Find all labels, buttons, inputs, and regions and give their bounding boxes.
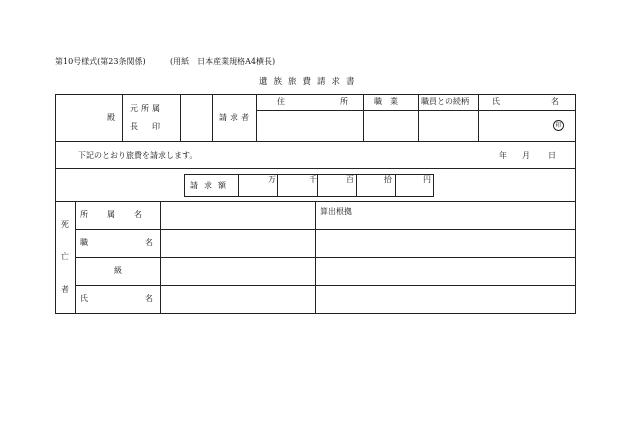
date-day-label: 日: [548, 151, 556, 160]
date-year-label: 年: [499, 151, 507, 160]
deceased-name-field[interactable]: [161, 286, 315, 313]
deceased-grade-field[interactable]: [161, 258, 315, 285]
row-grade-label: 級: [114, 266, 122, 275]
deceased-side-char-2: 亡: [61, 252, 69, 261]
request-statement: 下記のとおり旅費を請求します。: [78, 151, 198, 160]
deceased-side-char-1: 死: [61, 220, 69, 229]
deceased-org-field[interactable]: [161, 202, 315, 229]
occupation-field[interactable]: [364, 111, 418, 141]
amount-unit-hyaku: 百: [346, 175, 354, 184]
calculation-basis-label: 算出根拠: [320, 207, 352, 216]
claimant-label: 請求者: [219, 113, 252, 122]
address-label-end: 所: [340, 97, 348, 106]
amount-label: 請求額: [190, 181, 232, 190]
row-name-label: 氏名: [80, 294, 210, 303]
name-label-start: 氏: [492, 97, 500, 106]
former-org-label: 元所属: [130, 104, 163, 113]
address-label-start: 住: [277, 97, 285, 106]
amount-field[interactable]: [239, 184, 433, 196]
paper-size-note: (用紙 日本産業規格A4横長): [170, 57, 276, 66]
name-label-end: 名: [551, 97, 559, 106]
calculation-basis-field[interactable]: [316, 218, 575, 313]
date-month-label: 月: [522, 151, 530, 160]
deceased-side-char-3: 者: [61, 285, 69, 294]
row-org-name-label: 所属名: [80, 210, 161, 219]
deceased-job-field[interactable]: [161, 230, 315, 257]
claimant-name-field[interactable]: [479, 111, 545, 141]
address-field[interactable]: [257, 111, 363, 141]
relation-field[interactable]: [419, 111, 478, 141]
form-number: 第10号様式(第23条関係): [55, 57, 146, 66]
amount-unit-yen: 円: [423, 175, 431, 184]
row-job-label: 職名: [80, 238, 210, 247]
addressee-suffix: 殿: [107, 113, 115, 122]
chief-seal-label: 長 印: [130, 122, 163, 131]
amount-unit-sen: 千: [309, 175, 317, 184]
seal-mark-icon: 印: [553, 120, 564, 131]
amount-unit-jyu: 拾: [384, 175, 392, 184]
relation-label: 職員との続柄: [421, 97, 469, 106]
occupation-label: 職 業: [374, 97, 398, 106]
amount-unit-man: 万: [268, 175, 276, 184]
form-title: 遺族旅費請求書: [259, 77, 361, 87]
